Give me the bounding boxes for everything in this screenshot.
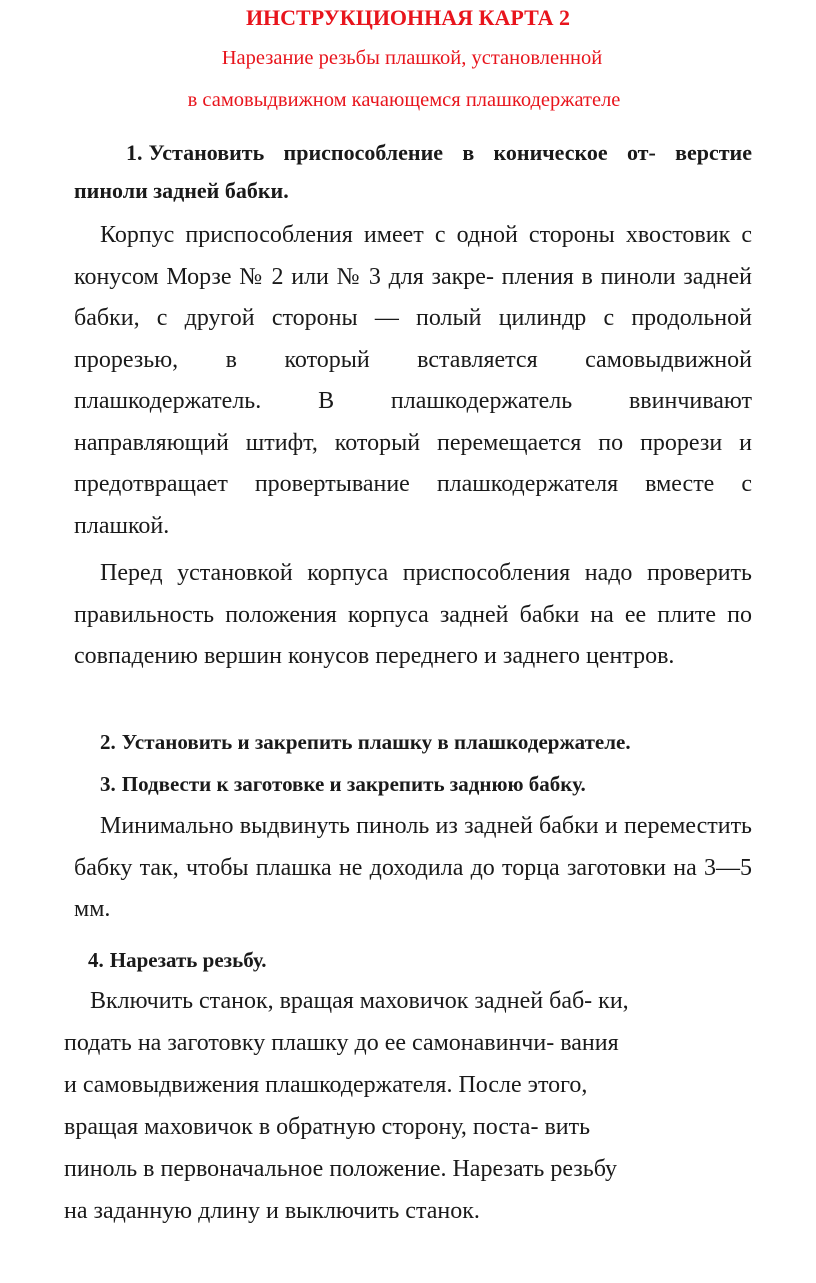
step-1-heading [74,134,752,210]
step-4-line-5: пиноль в первоначальное положение. Нарезать резьбу [64,1156,618,1182]
step-4-line-6: на заданную длину и выключить станок. [64,1198,480,1224]
step-3-number: 3. [100,772,116,796]
step-3-paragraph: Минимально выдвинуть пиноль из задней бабки и переместить бабку так, чтобы плашка не доходила до торца заготовки на 3—5 мм. [74,813,752,922]
step-4-paragraph [64,980,744,1232]
step-2-heading-text: Установить и закрепить плашку в плашкодержателе. [121,730,631,754]
step-2-number: 2. [100,730,116,754]
step-4-line-4: вращая маховичок в обратную сторону, поста- вить [64,1114,591,1140]
card-title: ИНСТРУКЦИОННАЯ КАРТА 2 [245,5,571,30]
step-4-number: 4. [88,948,104,972]
step-4-line-2: подать на заготовку плашку до ее самонавинчи- вания [64,1030,619,1056]
step-2-heading [100,722,631,762]
step-1-paragraph-2: Перед установкой корпуса приспособления надо проверить правильность положения корпуса задней бабки на ее плите по совпадению вершин конусов переднего и заднего центров. [74,560,752,669]
step-1-number: 1. [126,140,143,165]
step-4-line-3: и самовыдвижения плашкодержателя. После этого, [64,1072,588,1098]
step-4-heading-text: Нарезать резьбу. [109,948,267,972]
card-subtitle-line-1: Нарезание резьбы плашкой, установленной [221,47,603,69]
step-4-heading [88,940,267,980]
step-3-heading-text: Подвести к заготовке и закрепить заднюю бабку. [121,772,586,796]
step-4-line-1: Включить станок, вращая маховичок задней баб- ки, [90,988,629,1014]
card-subtitle-line-2: в самовыдвижном качающемся плашкодержателе [187,89,621,111]
step-1-heading-text: Установить приспособление в коническое от- верстие пиноли задней бабки. [74,140,752,203]
step-1-paragraph-1: Корпус приспособления имеет с одной стороны хвостовик с конусом Морзе № 2 или № 3 для закре- пления в пиноли задней бабки, с другой стороны — полый цилиндр с продольной прорезью, в который вставляется самовыдвижной плашкодержатель. В плашкодержатель ввинчивают направляющий штифт, который перемещается по прорези и предотвращает провертывание плашкодержателя вместе с плашкой. [74,222,752,539]
step-3-heading [100,764,586,804]
